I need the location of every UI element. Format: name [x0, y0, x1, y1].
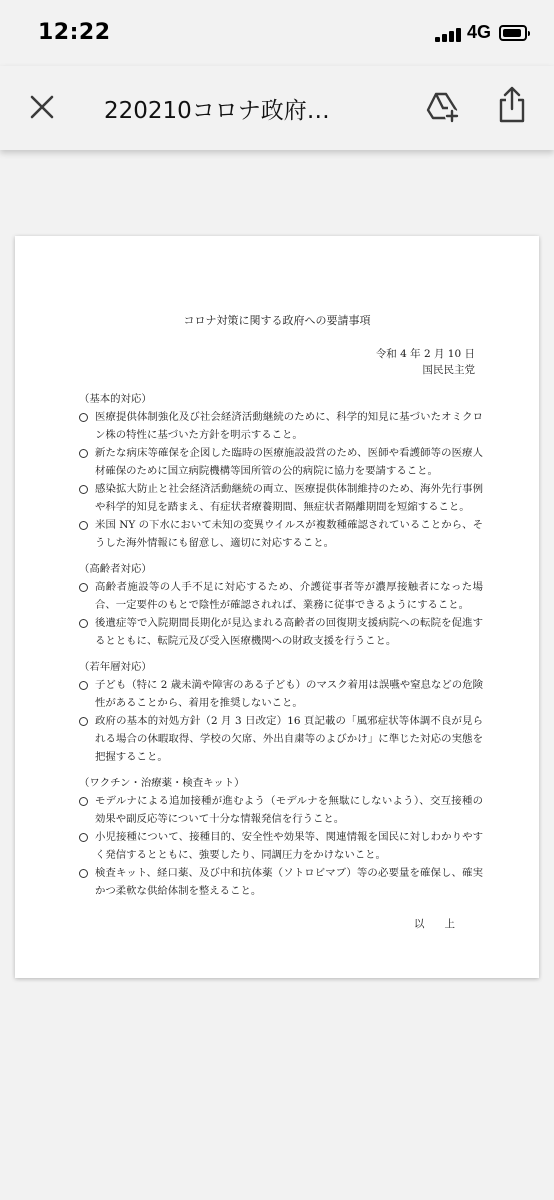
list-item: 子ども（特に 2 歳未満や障害のある子ども）のマスク着用は誤嚥や窒息などの危険性があることから、着用を推奨しないこと。 [79, 676, 483, 712]
viewer-toolbar [0, 66, 554, 150]
list-item: 小児接種について、接種目的、安全性や効果等、関連情報を国民に対しわかりやすく発信するとともに、強要したり、同調圧力をかけないこと。 [79, 828, 483, 864]
network-type: 4G [467, 22, 492, 42]
circle-bullet-icon [79, 619, 88, 628]
share-button[interactable] [496, 85, 528, 125]
circle-bullet-icon [79, 521, 88, 530]
section-heading: （基本的対応） [79, 393, 152, 405]
close-icon [24, 89, 60, 125]
document-date: 令和 4 年 2 月 10 日 [375, 348, 475, 360]
list-item: 高齢者施設等の人手不足に対応するため、介護従事者等が濃厚接触者になった場合、一定要件のもとで陰性が確認されれば、業務に従事できるようにすること。 [79, 578, 483, 614]
circle-bullet-icon [79, 485, 88, 494]
list-item: 感染拡大防止と社会経済活動継続の両立、医療提供体制維持のため、海外先行事例や科学的知見を踏まえ、有症状者療養期間、無症状者隔離期間を短縮すること。 [79, 480, 483, 516]
circle-bullet-icon [79, 869, 88, 878]
circle-bullet-icon [79, 449, 88, 458]
circle-bullet-icon [79, 413, 88, 422]
circle-bullet-icon [79, 833, 88, 842]
add-to-drive-icon [424, 88, 460, 124]
list-item: 検査キット、経口薬、及び中和抗体薬（ソトロビマブ）等の必要量を確保し、確実かつ柔軟な供給体制を整えること。 [79, 864, 483, 900]
list-item: 米国 NY の下水において未知の変異ウイルスが複数種確認されていることから、そうした海外情報にも留意し、適切に対応すること。 [79, 516, 483, 552]
circle-bullet-icon [79, 797, 88, 806]
circle-bullet-icon [79, 583, 88, 592]
section-heading: （若年層対応） [79, 661, 152, 673]
document-body [79, 390, 483, 900]
circle-bullet-icon [79, 681, 88, 690]
add-to-drive-button[interactable] [424, 88, 460, 124]
circle-bullet-icon [79, 717, 88, 726]
cellular-signal-icon [435, 26, 461, 42]
close-button[interactable] [24, 89, 60, 125]
list-item: モデルナによる追加接種が進むよう（モデルナを無駄にしないよう）、交互接種の効果や副反応等について十分な情報発信を行うこと。 [79, 792, 483, 828]
section-heading: （高齢者対応） [79, 563, 152, 575]
section-heading: （ワクチン・治療薬・検査キット） [79, 777, 245, 789]
status-time: 12:22 [38, 20, 111, 45]
document-title: コロナ対策に関する政府への要請事項 [183, 314, 371, 327]
battery-icon [499, 25, 527, 41]
file-title: 220210コロナ政府… [104, 98, 330, 124]
status-bar [0, 0, 554, 66]
list-item: 後遺症等で入院期間長期化が見込まれる高齢者の回復期支援病院への転院を促進するとともに、転院元及び受入医療機関への財政支援を行うこと。 [79, 614, 483, 650]
document-closing: 以上 [414, 918, 475, 930]
list-item: 新たな病床等確保を企図した臨時の医療施設設営のため、医師や看護師等の医療人材確保のために国立病院機構等国所管の公的病院に協力を要請すること。 [79, 444, 483, 480]
document-organization: 国民民主党 [422, 364, 475, 376]
list-item: 医療提供体制強化及び社会経済活動継続のために、科学的知見に基づいたオミクロン株の特性に基づいた方針を明示すること。 [79, 408, 483, 444]
document-page [15, 236, 539, 978]
share-icon [496, 85, 528, 125]
list-item: 政府の基本的対処方針（2 月 3 日改定）16 頁記載の「風邪症状等体調不良が見られる場合の休暇取得、学校の欠席、外出自粛等のよびかけ」に準じた対応の実態を把握すること。 [79, 712, 483, 766]
